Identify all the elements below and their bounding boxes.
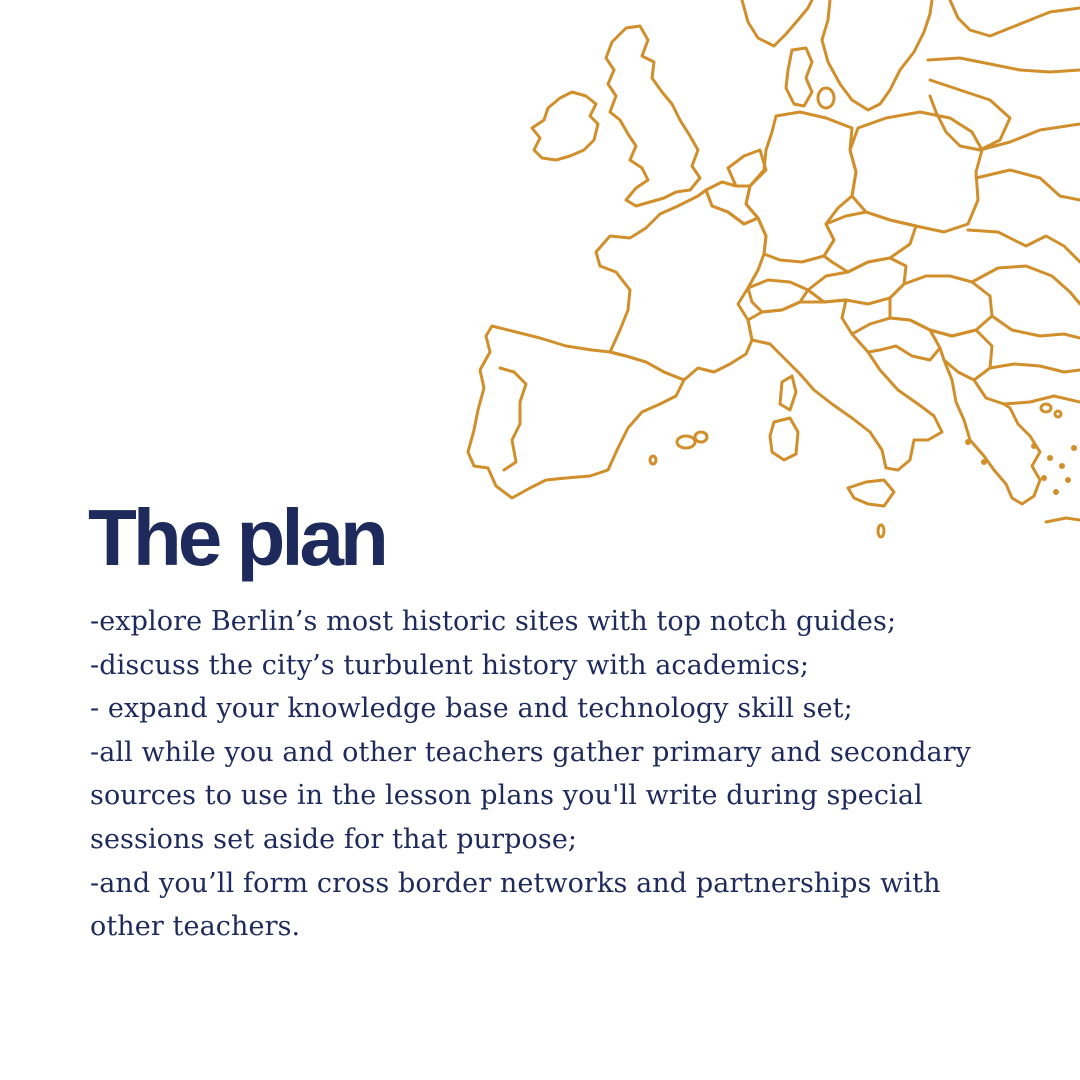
map-netherlands	[728, 150, 766, 186]
map-island-dot-5	[1059, 463, 1065, 469]
map-albania-greece	[944, 360, 1040, 504]
map-scandinavia	[742, 0, 812, 46]
map-switzerland	[748, 280, 808, 312]
map-sicily	[848, 480, 894, 506]
plan-item: -and you’ll form cross border networks and partnerships with other teachers.	[90, 867, 941, 943]
map-sicily-tip	[878, 525, 884, 537]
map-denmark-island	[818, 88, 834, 108]
map-island-dot-4	[1047, 455, 1053, 461]
map-island-dot-2	[981, 459, 987, 465]
map-denmark	[786, 48, 812, 106]
map-greek-island-1	[1041, 404, 1051, 412]
plan-item: -explore Berlin’s most historic sites with top notch guides;	[90, 606, 897, 637]
map-sardinia	[770, 418, 798, 460]
map-balearic-1	[695, 432, 707, 442]
map-great-britain	[606, 26, 700, 206]
map-bulgaria	[974, 364, 1080, 404]
europe-map-illustration	[455, 0, 1080, 545]
map-italy	[748, 300, 942, 470]
plan-item: -all while you and other teachers gather primary and secondary sources to use in the lesson plans you'll write during special sessions set aside for that purpose;	[90, 736, 972, 855]
map-balearic-2	[677, 436, 695, 448]
map-island-dot-1	[965, 439, 971, 445]
map-sweden	[822, 0, 932, 110]
map-france	[596, 190, 766, 380]
map-island-dot-6	[1041, 475, 1047, 481]
map-baltic-states	[928, 58, 1080, 150]
plan-item: - expand your knowledge base and technology skill set;	[90, 693, 853, 725]
page-title: The plan	[88, 493, 385, 582]
map-serbia	[930, 330, 992, 380]
map-slovenia-croatia	[852, 318, 940, 360]
map-island-dot-9	[1071, 445, 1077, 451]
plan-item: -discuss the city’s turbulent history with academics;	[90, 649, 810, 681]
map-island-dot-8	[1053, 489, 1059, 495]
map-corsica	[780, 376, 796, 410]
map-iberia	[468, 326, 684, 498]
map-finland	[950, 0, 1080, 36]
map-ireland	[532, 92, 598, 160]
plan-list	[90, 600, 1020, 949]
map-island-dot-7	[1065, 477, 1071, 483]
map-crete	[1046, 518, 1080, 522]
map-balearic-3	[650, 456, 656, 464]
map-greek-island-2	[1055, 411, 1061, 417]
map-island-dot-3	[1031, 443, 1037, 449]
map-romania	[972, 266, 1080, 338]
map-belgium	[706, 182, 758, 224]
map-portugal-border	[500, 368, 526, 470]
map-hungary	[890, 276, 992, 336]
map-germany	[746, 112, 856, 262]
map-belarus	[980, 124, 1080, 150]
map-ukraine	[968, 170, 1080, 262]
